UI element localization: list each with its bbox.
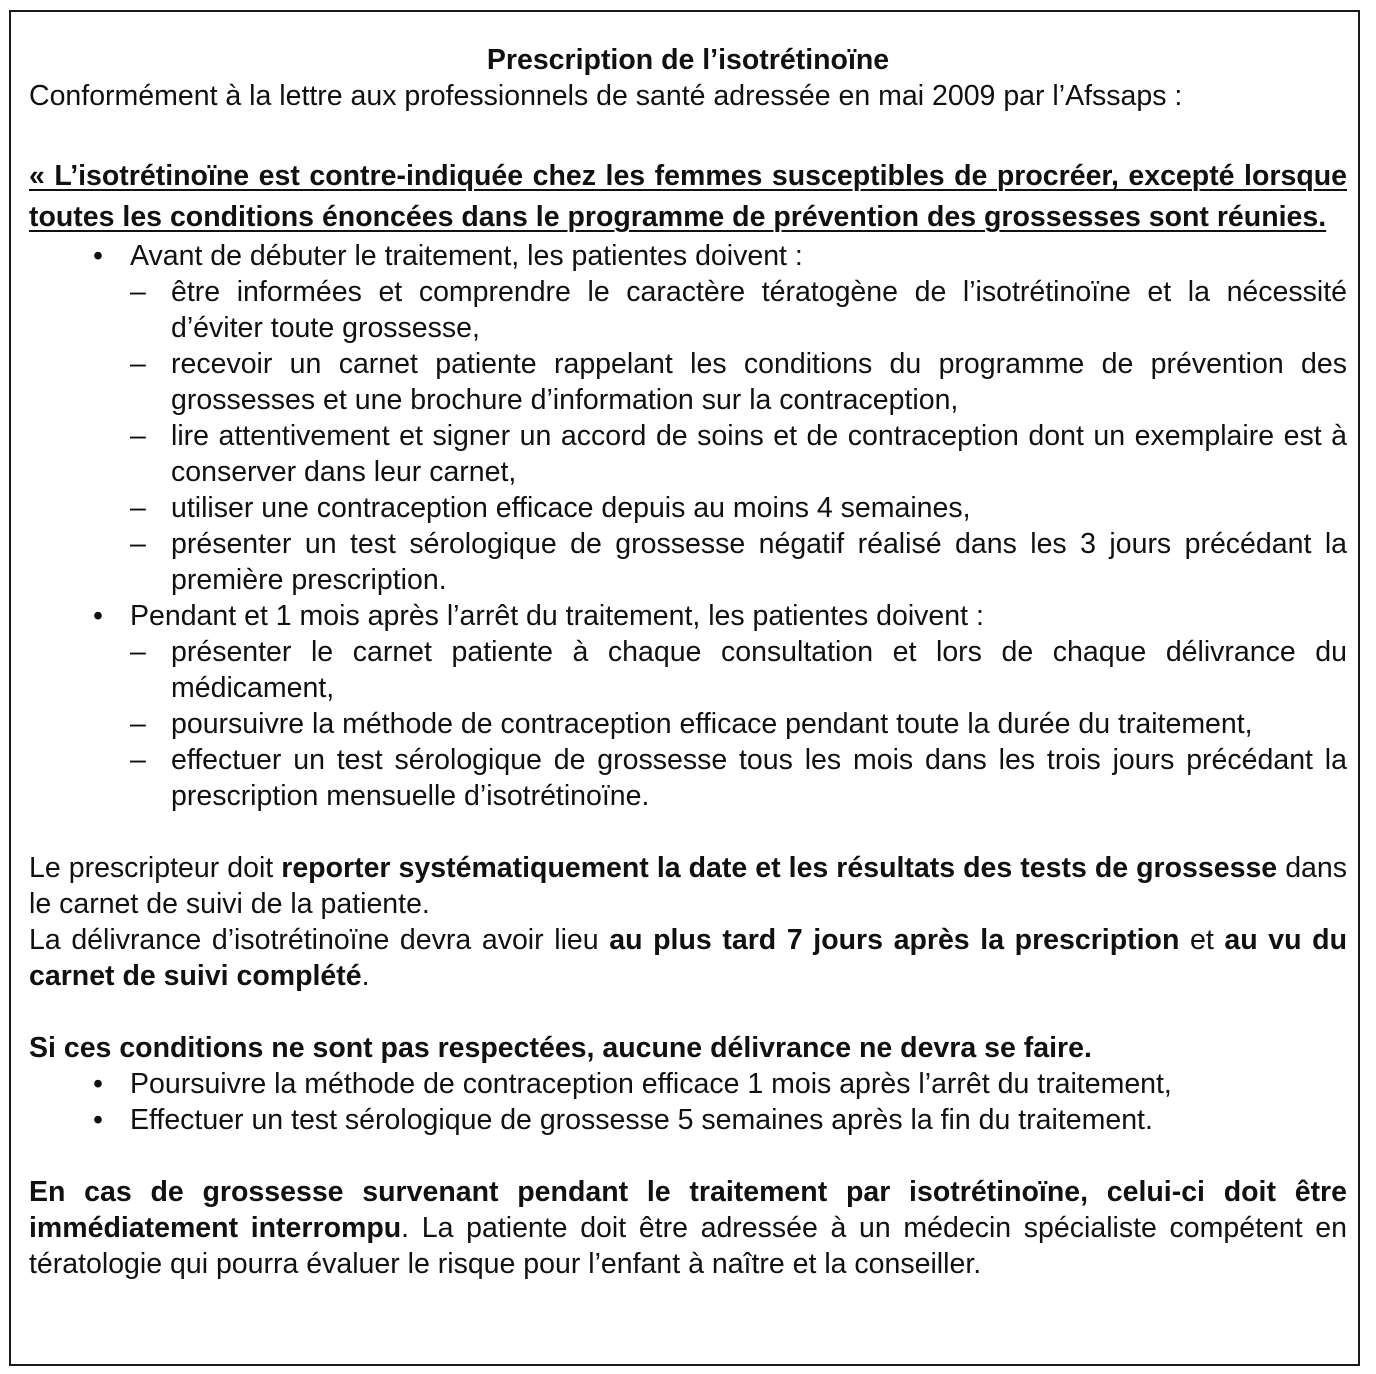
bullet-icon: •	[93, 240, 103, 272]
pregnancy-paragraph	[29, 1174, 1347, 1282]
list-item-text: effectuer un test sérologique de grossesse tous les mois dans les trois jours précédant la prescription mensuelle d’isotrétinoïne.	[171, 744, 1347, 812]
prescriber-emphasis: reporter systématiquement la date et les résultats des tests de grossesse	[281, 852, 1278, 884]
dash-icon: –	[130, 348, 146, 380]
delivery-text-2: et	[1179, 924, 1225, 956]
intro-paragraph: Conformément à la lettre aux professionnels de santé adressée en mai 2009 par l’Afssaps :	[29, 80, 1183, 112]
list-item	[130, 274, 1347, 346]
prescriber-paragraph	[29, 850, 1347, 922]
before-treatment-sublist	[130, 274, 1347, 598]
list-item-text: Poursuivre la méthode de contraception efficace 1 mois après l’arrêt du traitement,	[130, 1068, 1172, 1100]
dash-icon: –	[130, 636, 146, 668]
spacer	[29, 1138, 1347, 1174]
delivery-emphasis-1: au plus tard 7 jours après la prescription	[609, 924, 1180, 956]
list-item	[130, 742, 1347, 814]
before-treatment-heading: Avant de débuter le traitement, les patientes doivent :	[130, 240, 803, 272]
list-item-text: recevoir un carnet patiente rappelant les conditions du programme de prévention des grossesses et une brochure d’information sur la contraception,	[171, 348, 1347, 416]
conditions-not-met-text: Si ces conditions ne sont pas respectées, aucune délivrance ne devra se faire.	[29, 1032, 1092, 1064]
bullet-icon: •	[93, 1068, 103, 1100]
list-item-text: présenter le carnet patiente à chaque consultation et lors de chaque délivrance du médicament,	[171, 636, 1347, 704]
bullet-icon: •	[93, 1104, 103, 1136]
document-body	[29, 42, 1347, 1282]
list-item	[29, 1102, 1347, 1138]
during-treatment-sublist	[130, 634, 1347, 814]
prescriber-text-1: Le prescripteur doit	[29, 852, 282, 884]
dash-icon: –	[130, 420, 146, 452]
contraindication-warning: « L’isotrétinoïne est contre-indiquée chez les femmes susceptibles de procréer, excepté lorsque toutes les conditions énoncées dans le programme de prévention des grossesses sont réunies.	[29, 160, 1347, 233]
delivery-emphasis-2: au vu du carnet de suivi complété	[29, 924, 1347, 992]
bullet-icon: •	[93, 600, 103, 632]
dash-icon: –	[130, 744, 146, 776]
list-item	[130, 346, 1347, 418]
list-item-text: utiliser une contraception efficace depuis au moins 4 semaines,	[171, 492, 971, 524]
document-frame	[9, 10, 1360, 1366]
prescriber-text-2: dans le carnet de suivi de la patiente.	[29, 852, 1347, 920]
delivery-paragraph	[29, 922, 1347, 994]
during-treatment-item	[29, 598, 1347, 814]
treatment-conditions-list	[29, 238, 1347, 814]
before-treatment-item	[29, 238, 1347, 598]
list-item-text: poursuivre la méthode de contraception efficace pendant toute la durée du traitement,	[171, 708, 1253, 740]
during-treatment-heading: Pendant et 1 mois après l’arrêt du traitement, les patientes doivent :	[130, 600, 984, 632]
list-item-text: présenter un test sérologique de grossesse négatif réalisé dans les 3 jours précédant la première prescription.	[171, 528, 1347, 596]
delivery-text-3: .	[361, 960, 370, 992]
list-item	[130, 706, 1347, 742]
list-item	[130, 418, 1347, 490]
pregnancy-emphasis: En cas de grossesse survenant pendant le traitement par isotrétinoïne, celui-ci doit être immédiatement interrompu	[29, 1176, 1347, 1244]
dash-icon: –	[130, 276, 146, 308]
dash-icon: –	[130, 708, 146, 740]
list-item-text: être informées et comprendre le caractère tératogène de l’isotrétinoïne et la nécessité d’éviter toute grossesse,	[171, 276, 1347, 344]
pregnancy-text: . La patiente doit être adressée à un médecin spécialiste compétent en tératologie qui pourra évaluer le risque pour l’enfant à naître et la conseiller.	[29, 1212, 1347, 1280]
spacer	[29, 994, 1347, 1030]
dash-icon: –	[130, 492, 146, 524]
list-item	[130, 490, 1347, 526]
list-item-text: lire attentivement et signer un accord de soins et de contraception dont un exemplaire est à conserver dans leur carnet,	[171, 420, 1347, 488]
list-item	[130, 634, 1347, 706]
list-item-text: Effectuer un test sérologique de grossesse 5 semaines après la fin du traitement.	[130, 1104, 1153, 1136]
list-item	[29, 1066, 1347, 1102]
list-item	[130, 526, 1347, 598]
document-title: Prescription de l’isotrétinoïne	[486, 44, 890, 76]
delivery-text-1: La délivrance d’isotrétinoïne devra avoir lieu	[29, 924, 610, 956]
dash-icon: –	[130, 528, 146, 560]
conditions-not-met-heading	[29, 1030, 1347, 1066]
spacer	[29, 814, 1347, 850]
after-treatment-list	[29, 1066, 1347, 1138]
